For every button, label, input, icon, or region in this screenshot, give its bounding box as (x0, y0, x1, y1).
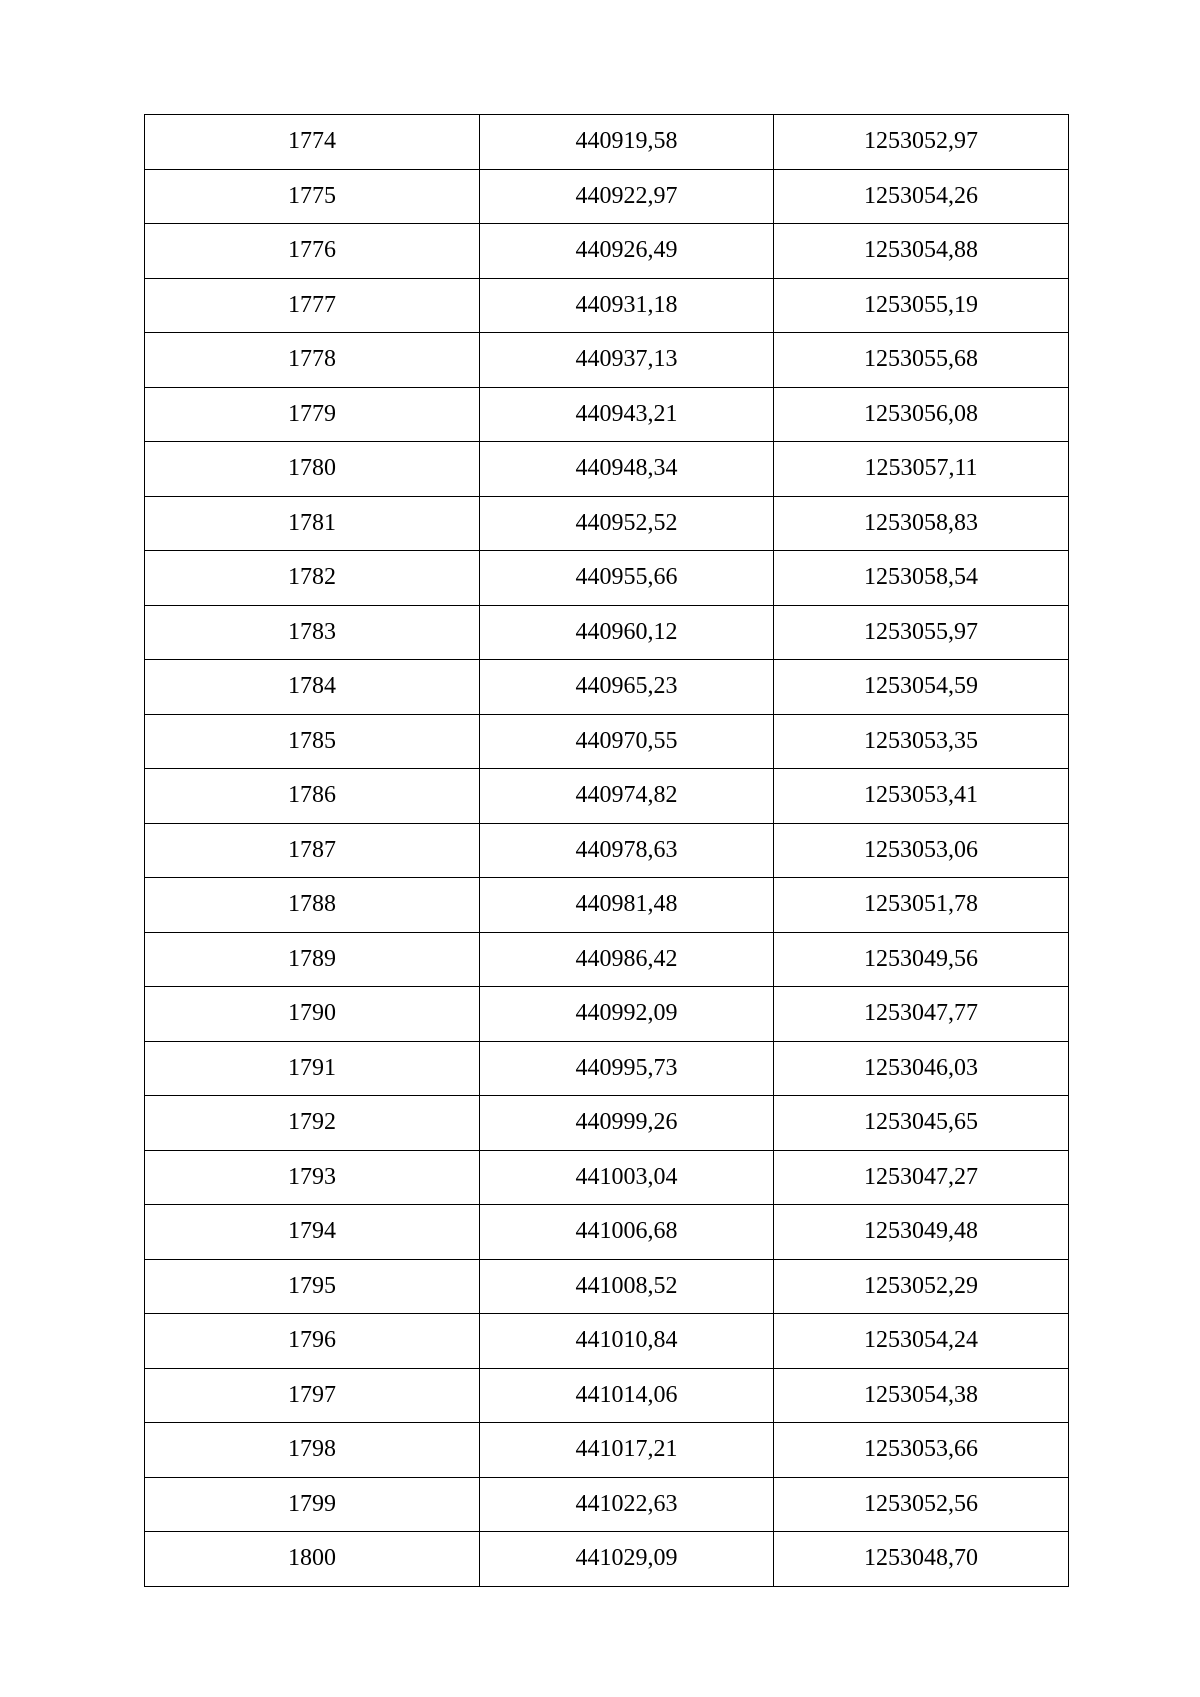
x-coordinate-cell: 440931,18 (480, 278, 774, 333)
y-coordinate-cell: 1253054,38 (774, 1368, 1069, 1423)
y-coordinate-cell: 1253053,06 (774, 823, 1069, 878)
table-row (145, 333, 1069, 388)
y-coordinate-cell: 1253055,97 (774, 605, 1069, 660)
point-number-cell: 1794 (145, 1205, 480, 1260)
point-number-cell: 1792 (145, 1096, 480, 1151)
point-number-cell: 1788 (145, 878, 480, 933)
x-coordinate-cell: 440922,97 (480, 169, 774, 224)
x-coordinate-cell: 440999,26 (480, 1096, 774, 1151)
y-coordinate-cell: 1253052,56 (774, 1477, 1069, 1532)
point-number-cell: 1774 (145, 115, 480, 170)
table-row (145, 769, 1069, 824)
x-coordinate-cell: 440965,23 (480, 660, 774, 715)
point-number-cell: 1786 (145, 769, 480, 824)
y-coordinate-cell: 1253054,59 (774, 660, 1069, 715)
x-coordinate-cell: 440960,12 (480, 605, 774, 660)
table-row (145, 605, 1069, 660)
table-row (145, 224, 1069, 279)
y-coordinate-cell: 1253055,19 (774, 278, 1069, 333)
point-number-cell: 1791 (145, 1041, 480, 1096)
coordinates-table (144, 114, 1069, 1587)
table-row (145, 823, 1069, 878)
y-coordinate-cell: 1253048,70 (774, 1532, 1069, 1587)
table-row (145, 1150, 1069, 1205)
x-coordinate-cell: 441029,09 (480, 1532, 774, 1587)
x-coordinate-cell: 440978,63 (480, 823, 774, 878)
x-coordinate-cell: 440986,42 (480, 932, 774, 987)
y-coordinate-cell: 1253054,88 (774, 224, 1069, 279)
point-number-cell: 1781 (145, 496, 480, 551)
y-coordinate-cell: 1253047,27 (774, 1150, 1069, 1205)
table-row (145, 987, 1069, 1042)
x-coordinate-cell: 440955,66 (480, 551, 774, 606)
x-coordinate-cell: 441010,84 (480, 1314, 774, 1369)
x-coordinate-cell: 440995,73 (480, 1041, 774, 1096)
point-number-cell: 1776 (145, 224, 480, 279)
y-coordinate-cell: 1253056,08 (774, 387, 1069, 442)
y-coordinate-cell: 1253058,83 (774, 496, 1069, 551)
y-coordinate-cell: 1253049,48 (774, 1205, 1069, 1260)
point-number-cell: 1798 (145, 1423, 480, 1478)
x-coordinate-cell: 441008,52 (480, 1259, 774, 1314)
table-row (145, 1532, 1069, 1587)
y-coordinate-cell: 1253046,03 (774, 1041, 1069, 1096)
table-row (145, 169, 1069, 224)
point-number-cell: 1800 (145, 1532, 480, 1587)
y-coordinate-cell: 1253053,41 (774, 769, 1069, 824)
point-number-cell: 1799 (145, 1477, 480, 1532)
x-coordinate-cell: 440974,82 (480, 769, 774, 824)
table-row (145, 496, 1069, 551)
x-coordinate-cell: 440943,21 (480, 387, 774, 442)
point-number-cell: 1790 (145, 987, 480, 1042)
point-number-cell: 1777 (145, 278, 480, 333)
x-coordinate-cell: 441014,06 (480, 1368, 774, 1423)
point-number-cell: 1778 (145, 333, 480, 388)
x-coordinate-cell: 440937,13 (480, 333, 774, 388)
y-coordinate-cell: 1253054,24 (774, 1314, 1069, 1369)
table-row (145, 1368, 1069, 1423)
y-coordinate-cell: 1253051,78 (774, 878, 1069, 933)
x-coordinate-cell: 441017,21 (480, 1423, 774, 1478)
y-coordinate-cell: 1253054,26 (774, 169, 1069, 224)
table-row (145, 1314, 1069, 1369)
table-row (145, 115, 1069, 170)
table-row (145, 932, 1069, 987)
y-coordinate-cell: 1253053,35 (774, 714, 1069, 769)
table-row (145, 278, 1069, 333)
x-coordinate-cell: 441022,63 (480, 1477, 774, 1532)
y-coordinate-cell: 1253049,56 (774, 932, 1069, 987)
y-coordinate-cell: 1253052,97 (774, 115, 1069, 170)
point-number-cell: 1775 (145, 169, 480, 224)
table-row (145, 878, 1069, 933)
table-row (145, 660, 1069, 715)
x-coordinate-cell: 440981,48 (480, 878, 774, 933)
table-row (145, 1477, 1069, 1532)
y-coordinate-cell: 1253052,29 (774, 1259, 1069, 1314)
point-number-cell: 1779 (145, 387, 480, 442)
point-number-cell: 1789 (145, 932, 480, 987)
x-coordinate-cell: 440970,55 (480, 714, 774, 769)
y-coordinate-cell: 1253055,68 (774, 333, 1069, 388)
point-number-cell: 1780 (145, 442, 480, 497)
table-row (145, 442, 1069, 497)
y-coordinate-cell: 1253057,11 (774, 442, 1069, 497)
x-coordinate-cell: 440926,49 (480, 224, 774, 279)
point-number-cell: 1784 (145, 660, 480, 715)
x-coordinate-cell: 440992,09 (480, 987, 774, 1042)
point-number-cell: 1797 (145, 1368, 480, 1423)
point-number-cell: 1782 (145, 551, 480, 606)
table-row (145, 1041, 1069, 1096)
y-coordinate-cell: 1253053,66 (774, 1423, 1069, 1478)
table-row (145, 387, 1069, 442)
point-number-cell: 1785 (145, 714, 480, 769)
x-coordinate-cell: 441006,68 (480, 1205, 774, 1260)
x-coordinate-cell: 441003,04 (480, 1150, 774, 1205)
table-row (145, 714, 1069, 769)
point-number-cell: 1793 (145, 1150, 480, 1205)
point-number-cell: 1783 (145, 605, 480, 660)
point-number-cell: 1795 (145, 1259, 480, 1314)
coordinates-table-body (145, 115, 1069, 1587)
point-number-cell: 1787 (145, 823, 480, 878)
y-coordinate-cell: 1253047,77 (774, 987, 1069, 1042)
table-row (145, 1423, 1069, 1478)
y-coordinate-cell: 1253058,54 (774, 551, 1069, 606)
y-coordinate-cell: 1253045,65 (774, 1096, 1069, 1151)
table-row (145, 1205, 1069, 1260)
table-row (145, 551, 1069, 606)
x-coordinate-cell: 440952,52 (480, 496, 774, 551)
table-row (145, 1096, 1069, 1151)
x-coordinate-cell: 440948,34 (480, 442, 774, 497)
x-coordinate-cell: 440919,58 (480, 115, 774, 170)
point-number-cell: 1796 (145, 1314, 480, 1369)
table-row (145, 1259, 1069, 1314)
